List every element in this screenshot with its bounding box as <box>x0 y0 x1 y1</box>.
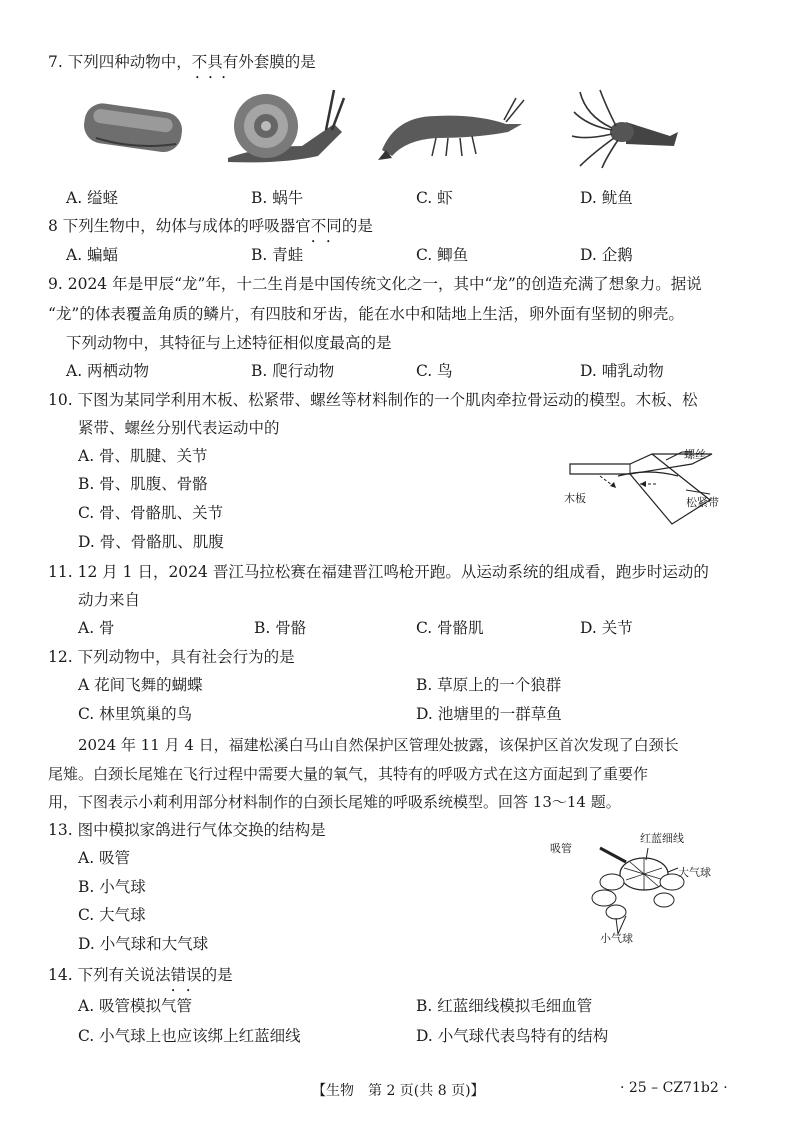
q9-option-a: A. 两栖动物 <box>66 362 150 380</box>
q9-option-c: C. 鸟 <box>416 362 453 380</box>
page-footer-center: 【生物 第 2 页(共 8 页)】 <box>312 1083 485 1099</box>
q10-option-b: B. 骨、肌腹、骨骼 <box>78 475 208 493</box>
q12-option-d: D. 池塘里的一群草鱼 <box>416 705 562 723</box>
q10-option-a: A. 骨、肌腱、关节 <box>78 447 208 465</box>
figure-label-small-balloon: 小气球 <box>600 932 633 945</box>
q8-stem: 8 下列生物中，幼体与成体的呼吸器官不同 ••的是 <box>48 216 373 236</box>
q9-line-1: 9. 2024 年是甲辰“龙”年，十二生肖是中国传统文化之一，其中“龙”的创造充满了想象力。据说 <box>48 275 702 293</box>
q7-option-c: C. 虾 <box>416 189 453 207</box>
figure-label-thread: 红蓝细线 <box>640 832 684 845</box>
q7-stem: 7. 下列四种动物中，不具有 •••外套膜的是 <box>48 52 316 72</box>
shrimp-icon <box>376 94 526 164</box>
breathing-model-figure <box>560 834 740 938</box>
q8-emphasis: 不同 •• <box>311 217 342 235</box>
snail-icon <box>222 84 347 166</box>
q12-stem: 12. 下列动物中，具有社会行为的是 <box>48 648 295 666</box>
q13-stem: 13. 图中模拟家鸽进行气体交换的结构是 <box>48 821 326 839</box>
q7-option-a: A. 缢蛏 <box>66 189 119 207</box>
q8-option-d: D. 企鹅 <box>580 246 633 264</box>
q8-option-b: B. 青蛙 <box>251 246 304 264</box>
q7-option-d: D. 鱿鱼 <box>580 189 633 207</box>
q11-line-1: 11. 12 月 1 日，2024 晋江马拉松赛在福建晋江鸣枪开跑。从运动系统的组成看，跑步时运动的 <box>48 563 709 581</box>
squid-icon <box>566 86 686 170</box>
q14-option-a: A. 吸管模拟气管 <box>78 997 193 1015</box>
figure-label-straw: 吸管 <box>550 842 572 855</box>
figure-label-board: 木板 <box>564 492 586 505</box>
q13-option-b: B. 小气球 <box>78 878 146 896</box>
q11-option-a: A. 骨 <box>78 619 115 637</box>
q14-stem: 14. 下列有关说法错误 ••的是 <box>48 965 233 985</box>
q7-emphasis: 不具有 ••• <box>192 53 239 71</box>
q11-option-c: C. 骨骼肌 <box>416 619 484 637</box>
q9-option-d: D. 哺乳动物 <box>580 362 664 380</box>
figure-label-screw: 螺丝 <box>684 448 706 461</box>
q9-option-b: B. 爬行动物 <box>251 362 335 380</box>
q8-option-a: A. 蝙蝠 <box>66 246 119 264</box>
q12-option-b: B. 草原上的一个狼群 <box>416 676 562 694</box>
q10-line-1: 10. 下图为某同学利用木板、松紧带、螺丝等材料制作的一个肌肉牵拉骨运动的模型。木板、松 <box>48 391 698 409</box>
q13-option-a: A. 吸管 <box>78 849 131 867</box>
q14-option-d: D. 小气球代表鸟特有的结构 <box>416 1027 609 1045</box>
razor-clam-icon <box>80 94 190 164</box>
q11-line-2: 动力来自 <box>78 591 141 609</box>
q11-option-b: B. 骨骼 <box>254 619 307 637</box>
q7-option-b: B. 蜗牛 <box>251 189 304 207</box>
q14-option-b: B. 红蓝细线模拟毛细血管 <box>416 997 593 1015</box>
figure-label-big-balloon: 大气球 <box>678 866 711 879</box>
q14-option-c: C. 小气球上也应该绑上红蓝细线 <box>78 1027 301 1045</box>
q10-option-d: D. 骨、骨骼肌、肌腹 <box>78 533 224 551</box>
muscle-model-figure <box>560 448 740 538</box>
figure-label-band: 松紧带 <box>686 496 719 509</box>
q14-emphasis: 错误 •• <box>171 966 202 984</box>
q12-option-a: A 花间飞舞的蝴蝶 <box>78 676 203 694</box>
passage-line-3: 用，下图表示小莉利用部分材料制作的白颈长尾雉的呼吸系统模型。回答 13～14 题。 <box>48 793 621 811</box>
q13-option-c: C. 大气球 <box>78 906 146 924</box>
page-footer-code: · 25 – CZ71b2 · <box>620 1080 728 1096</box>
q9-line-2: “龙”的体表覆盖角质的鳞片，有四肢和牙齿，能在水中和陆地上生活，卵外面有坚韧的卵壳。 <box>48 305 684 323</box>
q8-option-c: C. 鲫鱼 <box>416 246 469 264</box>
passage-line-1: 2024 年 11 月 4 日，福建松溪白马山自然保护区管理处披露，该保护区首次发现了白颈长 <box>78 736 679 754</box>
q13-option-d: D. 小气球和大气球 <box>78 935 209 953</box>
passage-line-2: 尾雉。白颈长尾雉在飞行过程中需要大量的氧气，其特有的呼吸方式在这方面起到了重要作 <box>48 765 649 783</box>
q9-line-3: 下列动物中，其特征与上述特征相似度最高的是 <box>66 334 392 352</box>
q10-line-2: 紧带、螺丝分别代表运动中的 <box>78 419 280 437</box>
q12-option-c: C. 林里筑巢的鸟 <box>78 705 193 723</box>
q11-option-d: D. 关节 <box>580 619 633 637</box>
q10-option-c: C. 骨、骨骼肌、关节 <box>78 504 224 522</box>
